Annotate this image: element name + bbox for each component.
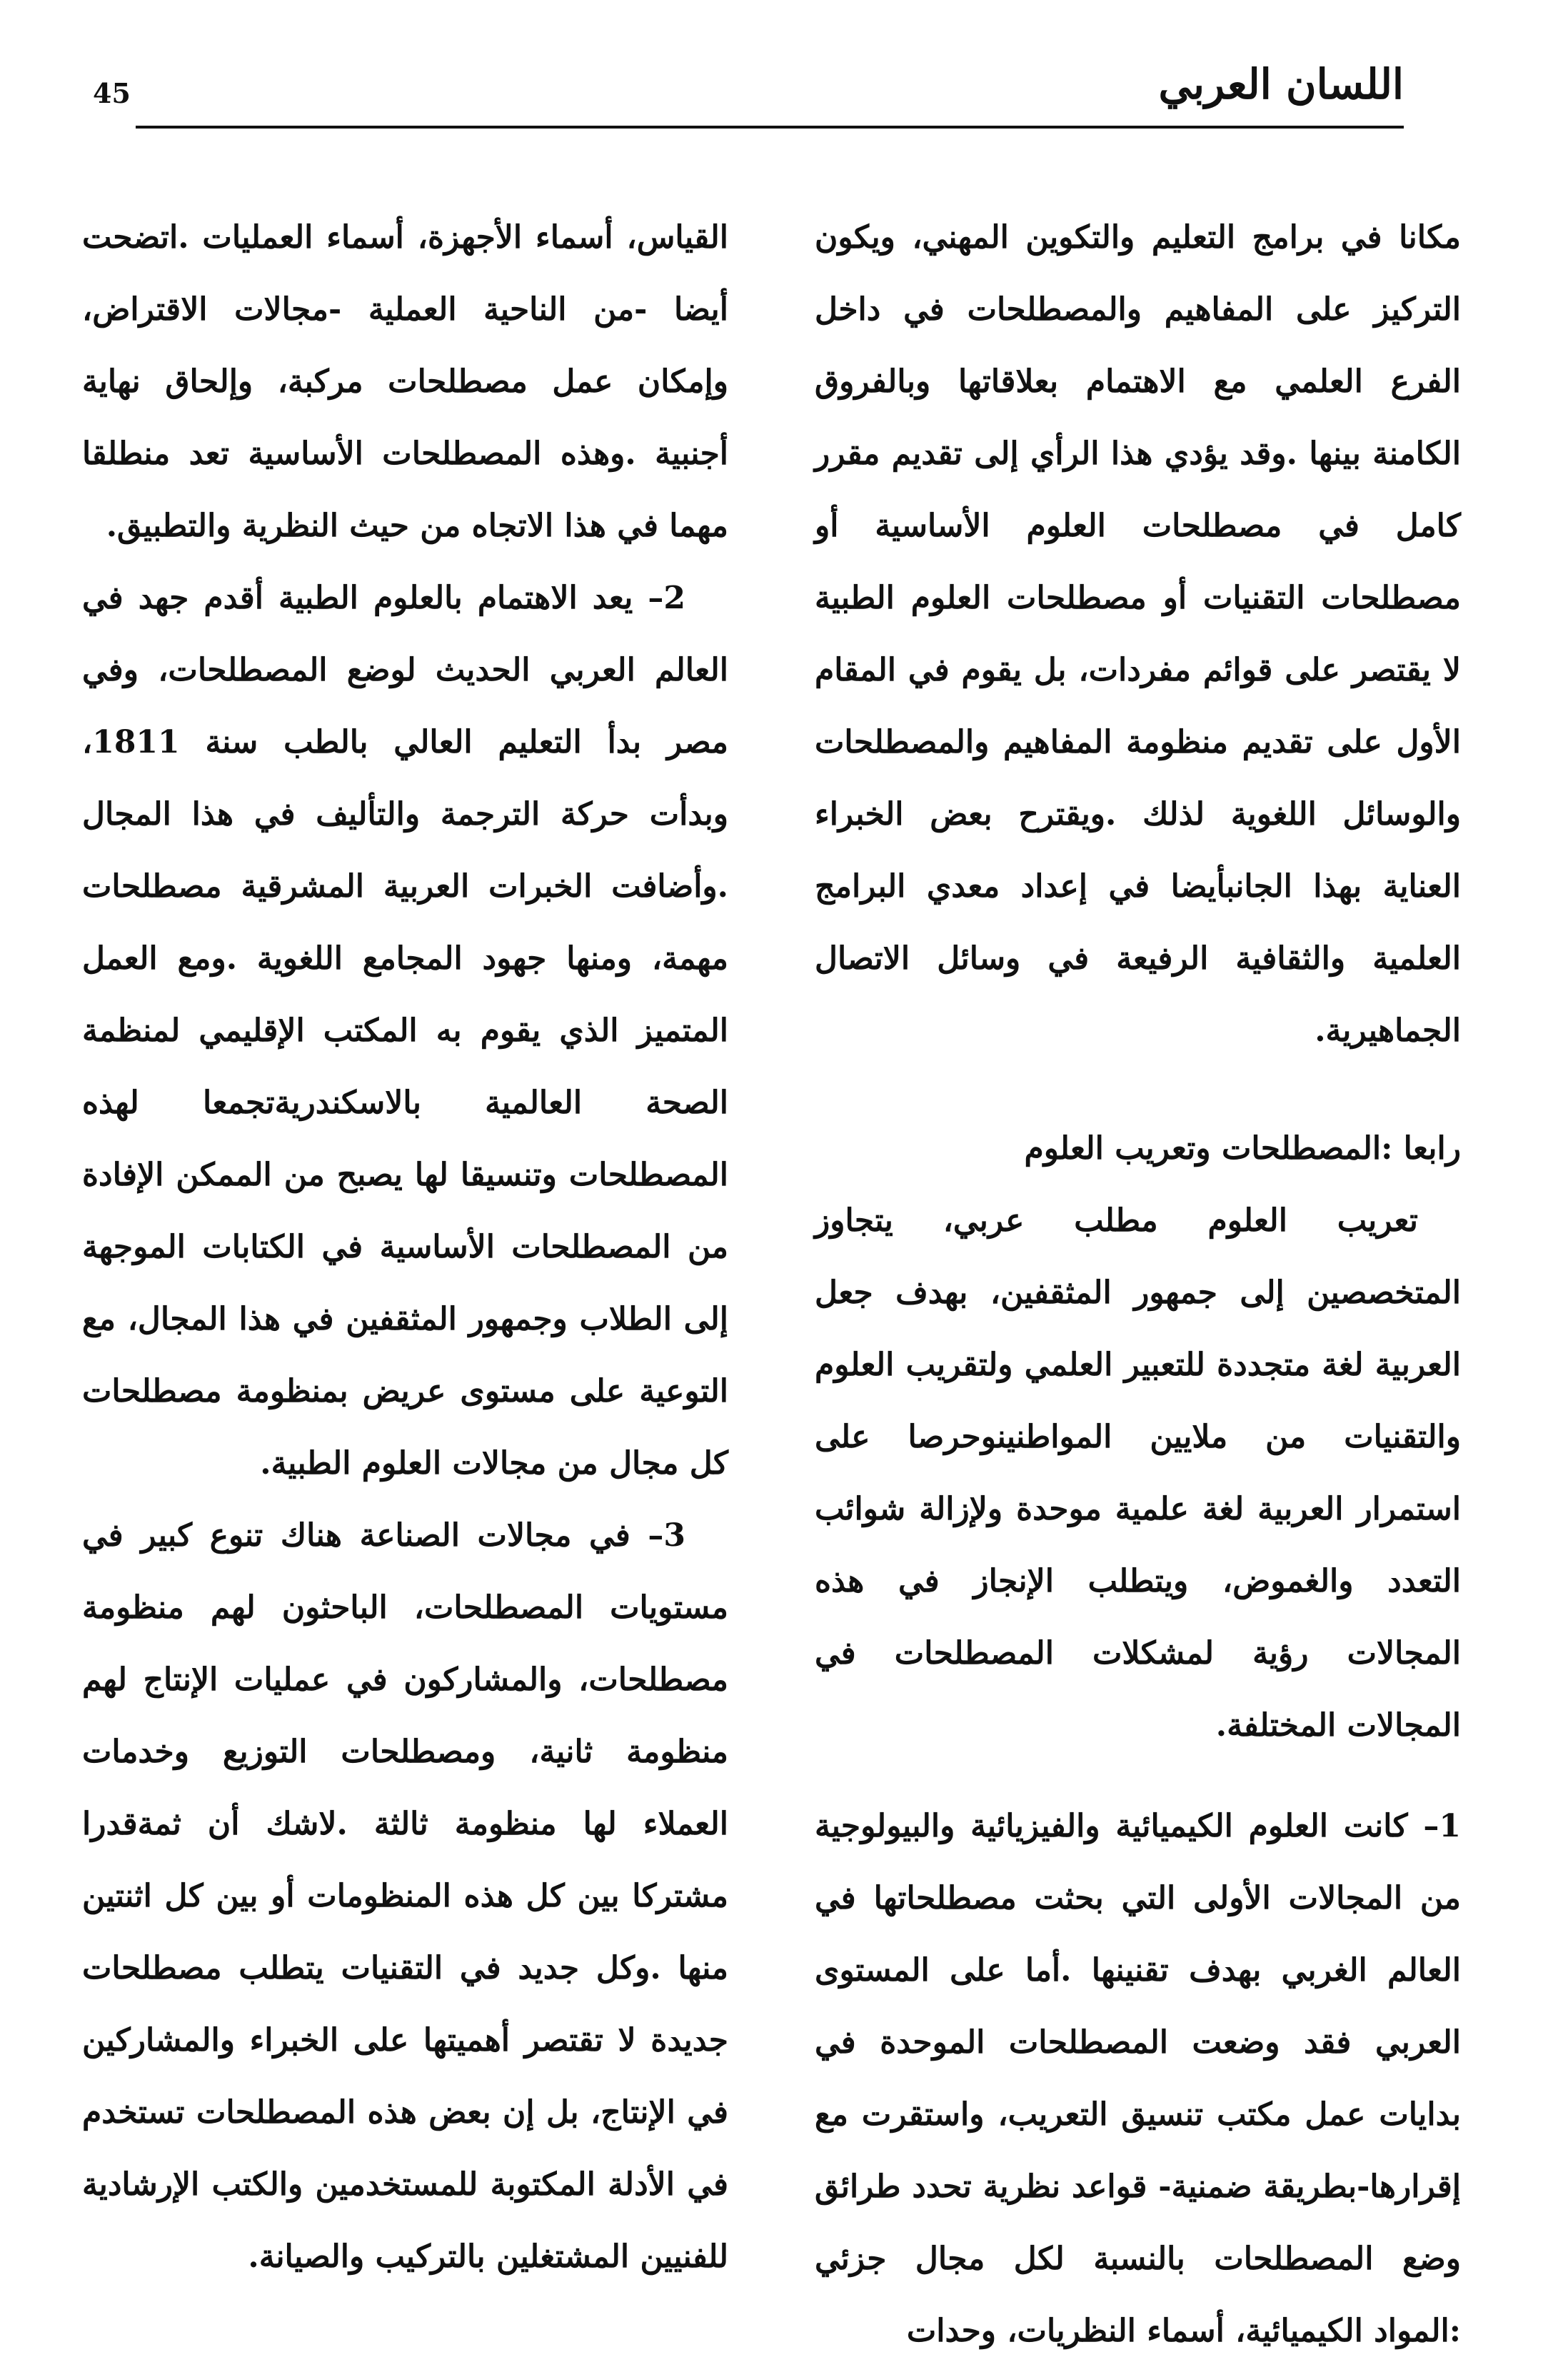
paragraph: 2– يعد الاهتمام بالعلوم الطبية أقدم جهد في العالم العربي الحديث لوضع المصطلحات، وفي مصر بدأ التعليم العالي بالطب سنة 1811، وبدأت حركة الترجمة والتأليف في هذا المجال .وأضافت الخبرات العربية المشرقية مصطلحات مهمة، ومنها جهود المجامع اللغوية .ومع العمل المتميز الذي يقوم به المكتب الإقليمي لمنظمة الصحة العالمية بالاسكندريةتجمعا لهذه المصطلحات وتنسيقا لها يصبح من الممكن الإفادة من المصطلحات الأساسية في الكتابات الموجهة إلى الطلاب وجمهور المثقفين في هذا المجال، مع التوعية على مستوى عريض بمنظومة مصطلحات كل مجال من مجالات العلوم الطبية. <box>82 580 728 1482</box>
right-column <box>815 201 1461 2367</box>
header-rule <box>136 126 1404 129</box>
paragraph: القياس، أسماء الأجهزة، أسماء العمليات .اتضحت أيضا -من الناحية العملية -مجالات الاقتراض، وإمكان عمل مصطلحات مركبة، وإلحاق نهاية أجنبية .وهذه المصطلحات الأساسية تعد منطلقا مهما في هذا الاتجاه من حيث النظرية والتطبيق. <box>82 219 728 544</box>
paragraph: تعريب العلوم مطلب عربي، يتجاوز المتخصصين إلى جمهور المثقفين، بهدف جعل العربية لغة متجددة للتعبير العلمي ولتقريب العلوم والتقنيات من ملايين المواطنينوحرصا على استمرار العربية لغة علمية موحدة ولإزالة شوائب التعدد والغموض، ويتطلب الإنجاز في هذه المجالات رؤية لمشكلات المصطلحات في المجالات المختلفة. <box>815 1202 1461 1744</box>
page-number: 45 <box>93 77 131 109</box>
paragraph: مكانا في برامج التعليم والتكوين المهني، ويكون التركيز على المفاهيم والمصطلحات في داخل الفرع العلمي مع الاهتمام بعلاقاتها وبالفروق الكامنة بينها .وقد يؤدي هذا الرأي إلى تقديم مقرر كامل في مصطلحات العلوم الأساسية أو مصطلحات التقنيات أو مصطلحات العلوم الطبية لا يقتصر على قوائم مفردات، بل يقوم في المقام الأول على تقديم منظومة المفاهيم والمصطلحات والوسائل اللغوية لذلك .ويقترح بعض الخبراء العناية بهذا الجانبأيضا في إعداد معدي البرامج العلمية والثقافية الرفيعة في وسائل الاتصال الجماهيرية. <box>815 219 1461 1049</box>
journal-title: اللسان العربي <box>1158 60 1404 109</box>
left-column <box>82 201 728 2293</box>
paragraph: 3– في مجالات الصناعة هناك تنوع كبير في مستويات المصطلحات، الباحثون لهم منظومة مصطلحات، والمشاركون في عمليات الإنتاج لهم منظومة ثانية، ومصطلحات التوزيع وخدمات العملاء لها منظومة ثالثة .لاشك أن ثمةقدرا مشتركا بين كل هذه المنظومات أو بين كل اثنتين منها .وكل جديد في التقنيات يتطلب مصطلحات جديدة لا تقتصر أهميتها على الخبراء والمشاركين في الإنتاج، بل إن بعض هذه المصطلحات تستخدم في الأدلة المكتوبة للمستخدمين والكتب الإرشادية للفنيين المشتغلين بالتركيب والصيانة. <box>82 1517 728 2275</box>
section-title: رابعا :المصطلحات وتعريب العلوم <box>1024 1130 1461 1167</box>
paragraph: 1– كانت العلوم الكيميائية والفيزيائية والبيولوجية من المجالات الأولى التي بحثت مصطلحاتها في العالم الغربي بهدف تقنينها .أما على المستوى العربي فقد وضعت المصطلحات الموحدة في بدايات عمل مكتب تنسيق التعريب، واستقرت مع إقرارها-بطريقة ضمنية- قواعد نظرية تحدد طرائق وضع المصطلحات بالنسبة لكل مجال جزئي :المواد الكيميائية، أسماء النظريات، وحدات <box>815 1808 1461 2349</box>
